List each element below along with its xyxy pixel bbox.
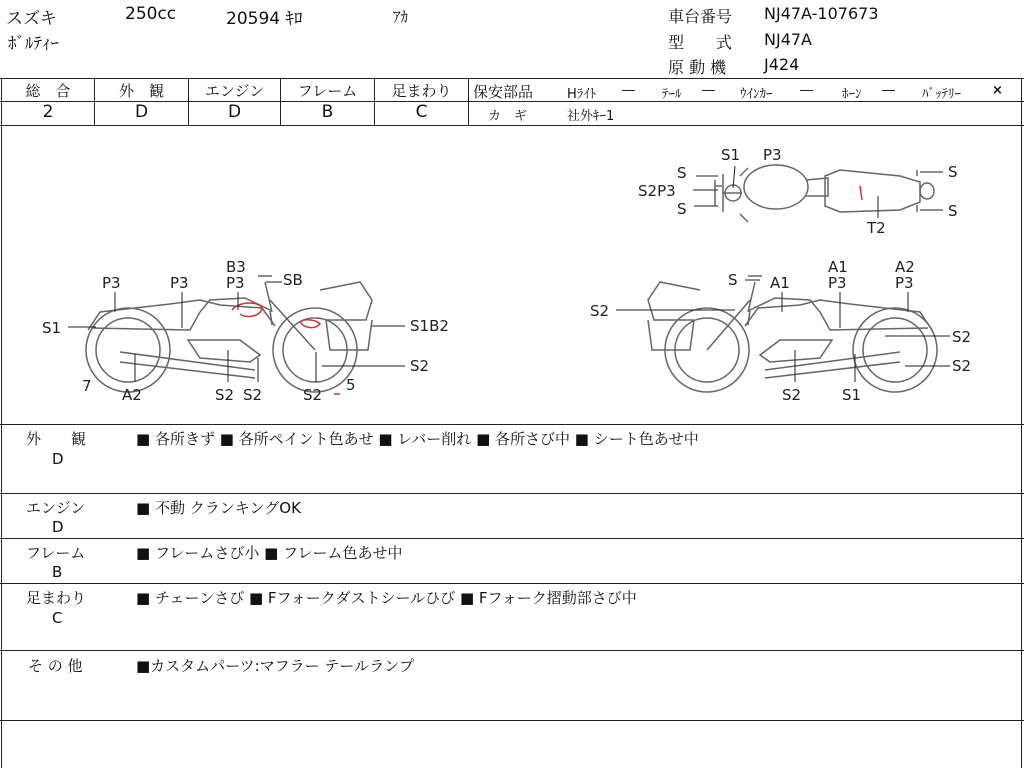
safety-item-battery: ﾊﾞｯﾃﾘｰ — [922, 87, 961, 102]
engine-label: 原 動 機 — [668, 58, 727, 77]
key-label: カ ギ — [488, 109, 528, 124]
displacement: 250cc — [125, 4, 177, 24]
label-left-a2: A2 — [122, 386, 142, 404]
model-name: ﾎﾞﾙﾃｨｰ — [8, 34, 59, 54]
label-right-s2a: S2 — [590, 302, 610, 320]
safety-mark-battery: × — [992, 83, 1003, 98]
top-view-bike — [715, 165, 934, 222]
right-side-bike — [648, 276, 937, 392]
safety-mark-horn: ― — [882, 83, 895, 98]
label-top-s2p3: S2P3 — [638, 182, 676, 200]
label-right-a1a: A1 — [828, 258, 848, 276]
divider — [0, 78, 1024, 79]
label-left-b3: B3 — [226, 258, 246, 276]
type-value: NJ47A — [764, 30, 812, 49]
label-left-s1b2: S1B2 — [410, 317, 449, 335]
label-left-p3b: P3 — [102, 274, 121, 292]
label-top-p3: P3 — [763, 146, 782, 164]
note-exterior-grade: D — [52, 450, 64, 468]
label-top-s-b: S — [677, 200, 687, 218]
note-exterior-label: 外 観 — [26, 430, 87, 448]
safety-mark-winker: ― — [800, 83, 813, 98]
divider — [0, 538, 1024, 539]
label-top-s-d: S — [948, 202, 958, 220]
label-left-5: 5 — [346, 376, 356, 394]
label-right-a1b: A1 — [770, 274, 790, 292]
safety-item-horn: ﾎｰﾝ — [842, 87, 862, 102]
key-value: 社外ｷｰ1 — [567, 109, 615, 124]
safety-item-headlight: Hﾗｲﾄ — [567, 87, 597, 102]
divider — [0, 650, 1024, 651]
grade-suspension-label: 足まわり — [391, 82, 452, 100]
note-engine-grade: D — [52, 518, 64, 536]
label-right-s2c: S2 — [952, 357, 972, 375]
label-top-t2: T2 — [867, 219, 886, 237]
note-frame-text: ■ フレームさび小 ■ フレーム色あせ中 — [136, 544, 403, 562]
frame-no: NJ47A-107673 — [764, 4, 879, 23]
label-top-s-c: S — [948, 163, 958, 181]
grade-frame-label: フレーム — [297, 82, 358, 100]
type-label: 型 式 — [668, 33, 733, 52]
label-left-s2b: S2 — [215, 386, 235, 404]
safety-mark-headlight: ― — [622, 83, 635, 98]
divider — [0, 720, 1024, 721]
divider — [0, 424, 1024, 425]
grade-engine-value: D — [227, 102, 242, 122]
note-other-label: そ の 他 — [28, 657, 83, 675]
divider — [0, 493, 1024, 494]
label-right-a2: A2 — [895, 258, 915, 276]
note-engine-label: エンジン — [26, 499, 86, 517]
grade-overall-value: 2 — [42, 102, 54, 122]
label-top-s-a: S — [677, 164, 687, 182]
safety-label: 保安部品 — [473, 83, 534, 101]
motorcycle-condition-diagram — [0, 126, 1024, 424]
safety-mark-tail: ― — [702, 83, 715, 98]
top-view-labels — [638, 146, 958, 237]
grade-engine-label: エンジン — [204, 82, 265, 100]
color: ｱｶ — [393, 8, 409, 26]
note-exterior-text: ■ 各所きず ■ 各所ペイント色あせ ■ レバー削れ ■ 各所さび中 ■ シート色あせ中 — [136, 430, 699, 448]
label-left-7: 7 — [82, 377, 92, 395]
note-frame-label: フレーム — [26, 544, 86, 562]
label-right-s2d: S2 — [782, 386, 802, 404]
frame-no-label: 車台番号 — [668, 7, 733, 26]
damage-mark — [232, 303, 262, 316]
safety-item-winker: ｳｲﾝｶｰ — [740, 87, 773, 102]
left-side-bike — [86, 276, 372, 392]
divider — [468, 78, 469, 125]
label-right-p3a: P3 — [828, 274, 847, 292]
label-left-s1: S1 — [42, 319, 62, 337]
note-suspension-text: ■ チェーンさび ■ Fフォークダストシールひび ■ Fフォーク摺動部さび中 — [136, 589, 637, 607]
label-right-p3b: P3 — [895, 274, 914, 292]
grade-suspension-value: C — [415, 102, 428, 122]
label-left-s2a: S2 — [410, 357, 430, 375]
damage-mark — [300, 320, 320, 328]
note-frame-grade: B — [52, 563, 63, 581]
label-left-p3c: P3 — [170, 274, 189, 292]
right-side-labels — [590, 258, 971, 404]
label-top-s1: S1 — [721, 146, 741, 164]
damage-mark — [860, 186, 862, 200]
label-left-sb: SB — [283, 271, 303, 289]
label-left-p3a: P3 — [226, 274, 245, 292]
note-suspension-grade: C — [52, 609, 63, 627]
note-other-text: ■カスタムパーツ:マフラー テールランプ — [136, 657, 415, 675]
mileage: 20594 ｷﾛ — [226, 9, 303, 29]
label-left-s2d: S2 — [303, 386, 323, 404]
label-right-s1: S1 — [842, 386, 862, 404]
grade-frame-value: B — [321, 102, 334, 122]
grade-exterior-value: D — [134, 102, 149, 122]
grade-exterior-label: 外 観 — [118, 82, 164, 100]
maker: スズキ — [6, 9, 57, 29]
label-right-s: S — [728, 271, 738, 289]
note-suspension-label: 足まわり — [26, 589, 87, 607]
engine-value: J424 — [764, 55, 800, 74]
safety-item-tail: ﾃｰﾙ — [662, 87, 682, 102]
label-left-s2c: S2 — [243, 386, 263, 404]
divider — [0, 583, 1024, 584]
label-right-s2b: S2 — [952, 328, 972, 346]
grade-overall-label: 総 合 — [25, 82, 71, 100]
note-engine-text: ■ 不動 クランキングOK — [136, 499, 301, 517]
